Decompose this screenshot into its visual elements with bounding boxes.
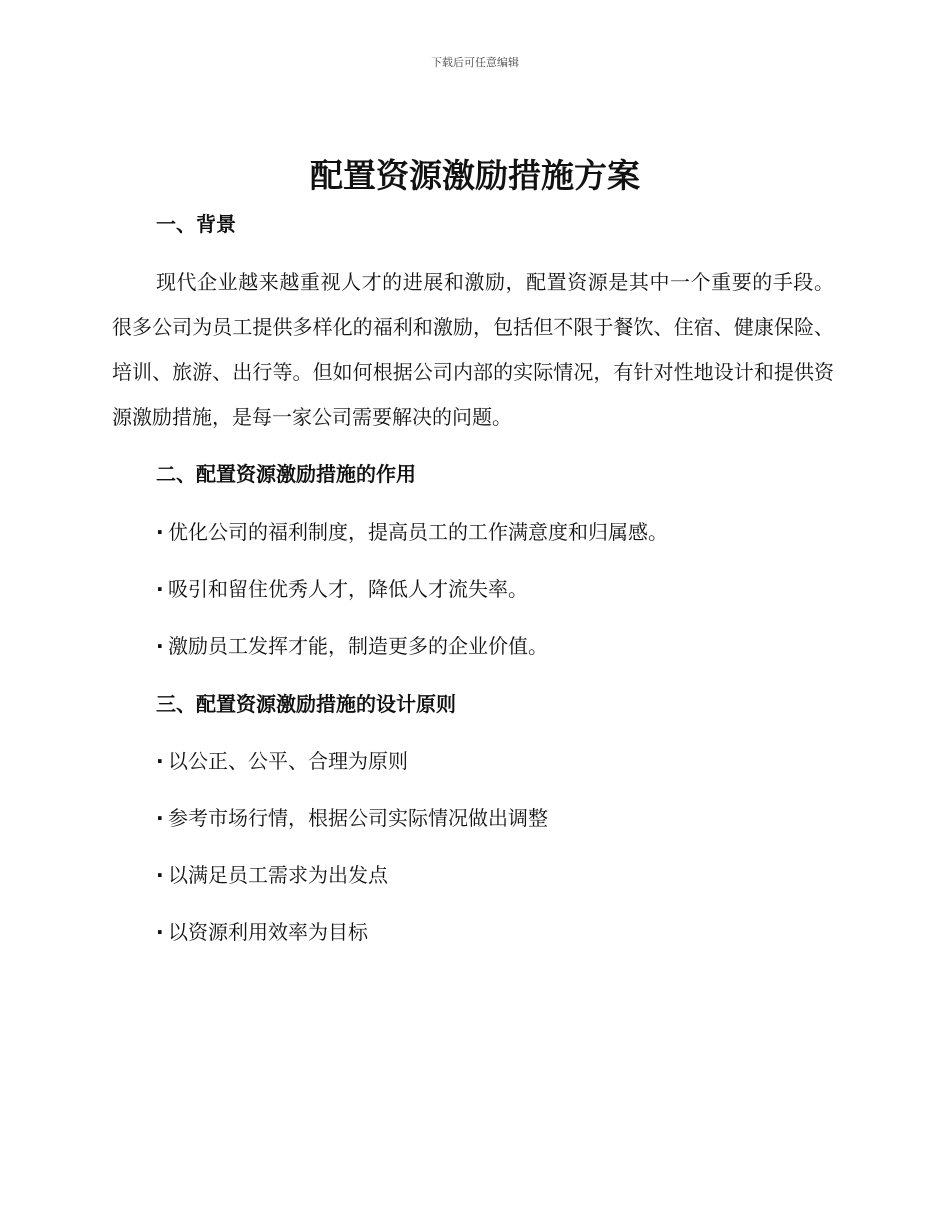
section-heading-purpose: 二、配置资源激励措施的作用 xyxy=(156,462,416,486)
list-item-text: 激励员工发挥才能，制造更多的企业价值。 xyxy=(168,634,548,658)
list-item-text: 吸引和留住优秀人才，降低人才流失率。 xyxy=(168,577,528,601)
section-heading-principles: 三、配置资源激励措施的设计原则 xyxy=(156,692,456,716)
list-item xyxy=(156,802,548,831)
list-item xyxy=(156,859,388,888)
bullet-dot: · xyxy=(156,806,164,830)
bullet-dot: · xyxy=(156,863,164,887)
list-item-text: 以满足员工需求为出发点 xyxy=(168,863,388,887)
bullet-dot: · xyxy=(156,749,164,773)
list-item-text: 优化公司的福利制度，提高员工的工作满意度和归属感。 xyxy=(168,520,668,544)
list-item-text: 以公正、公平、合理为原则 xyxy=(168,749,408,773)
bullet-dot: · xyxy=(156,634,164,658)
bullet-dot: · xyxy=(156,520,164,544)
header-note: 下载后可任意编辑 xyxy=(431,56,519,69)
list-item-text: 以资源利用效率为目标 xyxy=(168,920,368,944)
background-paragraph: 现代企业越来越重视人才的进展和激励，配置资源是其中一个重要的手段。很多公司为员工提供多样化的福利和激励，包括但不限于餐饮、住宿、健康保险、培训、旅游、出行等。但如何根据公司内部的实际情况，有针对性地设计和提供资源激励措施，是每一家公司需要解决的问题。 xyxy=(112,270,834,429)
bullet-dot: · xyxy=(156,577,164,601)
list-item-text: 参考市场行情，根据公司实际情况做出调整 xyxy=(168,806,548,830)
bullet-dot: · xyxy=(156,920,164,944)
list-item xyxy=(156,745,408,774)
section-heading-background: 一、背景 xyxy=(156,212,236,236)
list-item xyxy=(156,573,528,602)
list-item xyxy=(156,916,368,945)
list-item xyxy=(156,516,668,545)
list-item xyxy=(156,630,548,659)
document-title: 配置资源激励措施方案 xyxy=(310,156,640,195)
